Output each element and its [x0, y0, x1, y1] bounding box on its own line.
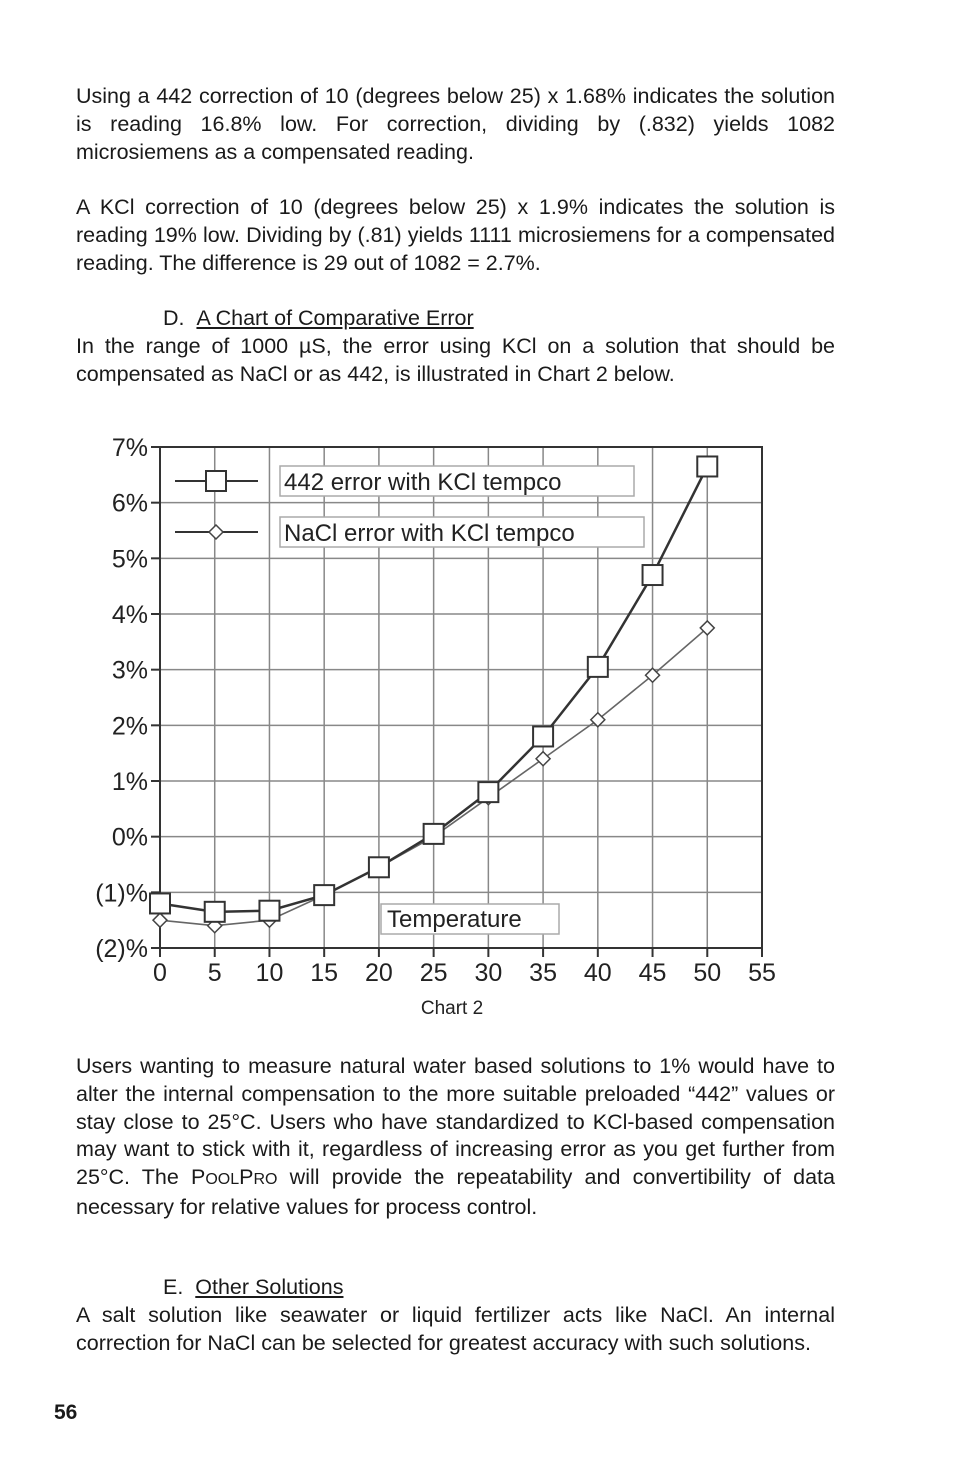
x-axis-label-box: [381, 904, 559, 934]
paragraph-kcl-correction: A KCl correction of 10 (degrees below 25) x 1.9% indicates the solution is reading 19% low. Dividing by (.81) yields 1111 microsiemens for a compensated reading. The difference is 29 out of 1082 = 2.7%.: [76, 195, 835, 275]
brand-name-poolpro: [191, 1165, 277, 1189]
x-tick-label: 30: [474, 959, 503, 987]
chart-caption: Chart 2: [420, 998, 484, 1019]
y-tick-label: 3%: [111, 656, 148, 685]
x-tick-label: 35: [529, 959, 557, 987]
marker-square-442: [643, 565, 663, 585]
paragraph-chart-intro: In the range of 1000 µS, the error using KCl on a solution that should be compensated as NaCl or as 442, is illustrated in Chart 2 below.: [76, 334, 835, 386]
marker-square-442: [314, 885, 334, 905]
section-letter-e: E.: [163, 1275, 184, 1299]
paragraph-442-correction: Using a 442 correction of 10 (degrees below 25) x 1.68% indicates the solution is reading 16.8% low. For correction, dividing by (.832) yields 1082 microsiemens as a compensated reading.: [76, 84, 835, 164]
paragraph-natural-water: [76, 1053, 835, 1222]
y-tick-label: 1%: [111, 768, 148, 796]
marker-square-442: [697, 456, 717, 476]
y-tick-label: 2%: [111, 712, 148, 741]
y-tick-label: 0%: [111, 823, 148, 852]
x-tick-label: 5: [207, 959, 222, 987]
marker-square-442: [478, 782, 498, 802]
legend-marker-square: [206, 471, 226, 491]
legend-label: 442 error with KCl tempco: [284, 469, 562, 496]
y-tick-label: 6%: [111, 489, 148, 518]
x-tick-label: 15: [310, 959, 339, 987]
section-title-d: A Chart of Comparative Error: [196, 306, 474, 330]
brand-name-part-3: P: [239, 1165, 254, 1190]
marker-square-442: [369, 857, 389, 877]
marker-square-442: [150, 893, 170, 913]
brand-name-part-4: RO: [253, 1171, 278, 1189]
x-tick-label: 10: [255, 959, 284, 987]
y-tick-label: 4%: [111, 601, 148, 629]
paragraph-natural-water-text-a: Users wanting to measure natural water based solutions to 1% would have to alter the internal compensation to the more suitable preloaded “442” values or stay close to 25°C. Users who have standardized to KCl-based compensation may want to stick with it, regardless of increasing error as you get further from 25°C. The: [76, 1054, 835, 1190]
marker-diamond-nacl: [536, 752, 550, 766]
marker-square-442: [259, 901, 279, 921]
x-tick-label: 0: [153, 959, 167, 987]
marker-square-442: [588, 657, 608, 677]
x-tick-label: 25: [419, 959, 448, 987]
section-letter-d: D.: [163, 306, 185, 330]
paragraph-natural-water-text-b: will provide the repeatability and convertibility of data necessary for relative values for process control.: [76, 1165, 835, 1219]
y-tick-label: (2)%: [95, 935, 148, 963]
y-tick-label: 5%: [111, 545, 148, 574]
x-axis-label: Temperature: [387, 906, 522, 933]
marker-square-442: [424, 824, 444, 844]
legend-marker-diamond: [209, 525, 223, 539]
paragraph-other-solutions: A salt solution like seawater or liquid fertilizer acts like NaCl. An internal correction for NaCl can be selected for greatest accuracy with such solutions.: [76, 1303, 835, 1355]
x-axis-ticks: [153, 948, 776, 987]
y-tick-label: (1)%: [95, 879, 148, 908]
x-tick-label: 50: [693, 959, 722, 987]
legend-label: NaCl error with KCl tempco: [284, 520, 575, 547]
x-tick-label: 20: [365, 959, 393, 987]
chart-legend: [175, 466, 644, 547]
page-number: 56: [54, 1401, 78, 1424]
x-tick-label: 40: [583, 959, 612, 987]
marker-diamond-nacl: [153, 913, 167, 927]
marker-square-442: [205, 902, 225, 922]
marker-square-442: [533, 726, 553, 746]
section-title-e: Other Solutions: [195, 1275, 344, 1299]
y-axis-ticks: [95, 434, 160, 963]
section-heading-d: [163, 305, 474, 333]
brand-name-part-1: P: [191, 1165, 206, 1190]
brand-name-part-2: OOL: [205, 1171, 240, 1189]
section-heading-e: [163, 1274, 343, 1302]
x-tick-label: 55: [748, 959, 776, 987]
comparative-error-chart: [0, 420, 954, 1025]
x-tick-label: 45: [638, 959, 667, 987]
y-tick-label: 7%: [111, 434, 148, 462]
